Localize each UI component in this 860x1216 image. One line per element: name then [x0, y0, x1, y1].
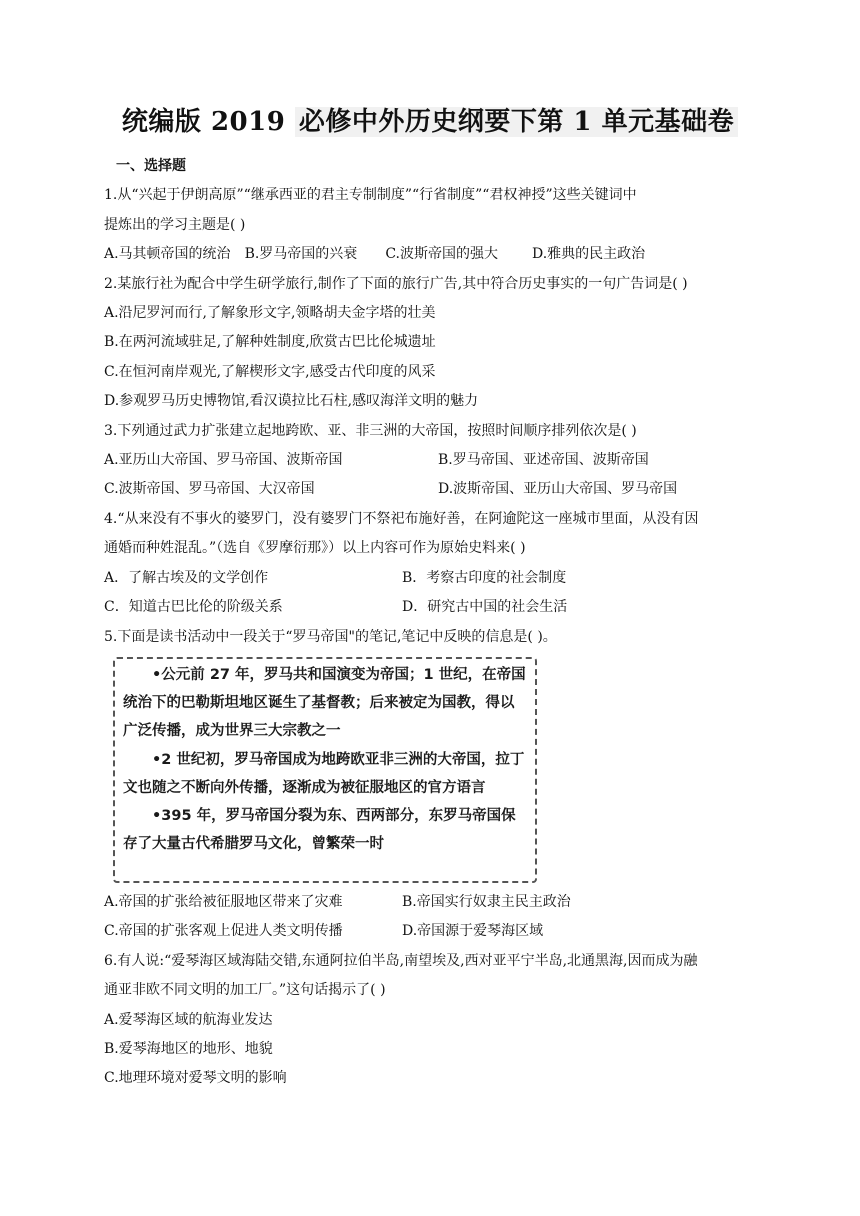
option-a: A．了解古埃及的文学创作 — [104, 569, 269, 586]
option-a: A.亚历山大帝国、罗马帝国、波斯帝国 — [104, 452, 343, 469]
question-stem-line: 通婚而种姓混乱。”（选自《罗摩衍那》）以上内容可作为原始史料来( ) — [104, 540, 526, 557]
option-c: C.在恒河南岸观光,了解楔形文字,感受古代印度的风采 — [104, 363, 436, 380]
question-stem-line: 通亚非欧不同文明的加工厂。”这句话揭示了( ) — [104, 982, 386, 999]
option-b: B.在两河流域驻足,了解种姓制度,欣赏古巴比伦城遗址 — [104, 334, 436, 351]
option-row — [104, 240, 754, 269]
title-part-2: 必修中外历史纲要下第 1 单元基础卷 — [295, 107, 738, 137]
question-6 — [104, 947, 754, 1094]
question-list — [104, 152, 754, 1094]
option-a: A.沿尼罗河而行,了解象形文字,领略胡夫金字塔的壮美 — [104, 305, 436, 322]
question-5 — [104, 623, 754, 947]
question-2 — [104, 270, 754, 417]
note-paragraph: •公元前 27 年，罗马共和国演变为帝国；1 世纪，在帝国统治下的巴勒斯坦地区诞生了基督教；后来被定为国教，得以广泛传播，成为世界三大宗教之一 — [123, 666, 526, 740]
section-heading: 一、选择题 — [116, 158, 186, 174]
option-c: C．知道古巴比伦的阶级关系 — [104, 599, 283, 616]
option-d: D.帝国源于爱琴海区域 — [402, 923, 544, 940]
option-d: D.雅典的民主政治 — [531, 246, 646, 263]
question-stem-line: 2.某旅行社为配合中学生研学旅行,制作了下面的旅行广告,其中符合历史事实的一句广告词是( ) — [104, 275, 688, 292]
option-a: A.爱琴海区域的航海业发达 — [104, 1011, 273, 1028]
question-stem-line: 3.下列通过武力扩张建立起地跨欧、亚、非三洲的大帝国，按照时间顺序排列依次是( ) — [104, 422, 637, 439]
question-4 — [104, 505, 754, 623]
option-b: B.帝国实行奴隶主民主政治 — [402, 893, 571, 910]
question-stem-line: 4.“从来没有不事火的婆罗门，没有婆罗门不祭祀布施好善，在阿逾陀这一座城市里面，从没有因 — [104, 510, 699, 527]
page-title — [0, 102, 860, 142]
option-a: A.帝国的扩张给被征服地区带来了灾难 — [104, 893, 343, 910]
question-stem-line: 1.从“兴起于伊朗高原”“继承西亚的君主专制制度”“行省制度”“君权神授”这些关键词中 — [104, 187, 637, 204]
option-grid — [104, 564, 754, 623]
option-c: C.波斯帝国、罗马帝国、大汉帝国 — [104, 481, 315, 498]
note-paragraph: •395 年，罗马帝国分裂为东、西两部分，东罗马帝国保存了大量古代希腊罗马文化，曾繁荣一时 — [123, 807, 516, 853]
option-d: D.波斯帝国、亚历山大帝国、罗马帝国 — [438, 481, 678, 498]
question-stem-line: 6.有人说:“爱琴海区域海陆交错,东通阿拉伯半岛,南望埃及,西对亚平宁半岛,北通黑海,因而成为融 — [104, 952, 698, 969]
option-b: B.罗马帝国的兴衰 — [244, 246, 358, 263]
option-grid — [104, 888, 754, 947]
option-grid — [104, 446, 754, 505]
reading-note-box — [113, 657, 537, 883]
title-part-1: 统编版 2019 — [121, 107, 295, 137]
option-c: C.波斯帝国的强大 — [385, 246, 498, 263]
option-a: A.马其顿帝国的统治 — [104, 246, 231, 263]
question-3 — [104, 417, 754, 505]
question-1 — [104, 181, 754, 269]
option-c: C.帝国的扩张客观上促进人类文明传播 — [104, 923, 343, 940]
option-d: D．研究古中国的社会生活 — [402, 599, 568, 616]
note-paragraph: •2 世纪初，罗马帝国成为地跨欧亚非三洲的大帝国，拉丁文也随之不断向外传播，逐渐成为被征服地区的官方语言 — [123, 751, 525, 796]
option-b: B．考察古印度的社会制度 — [402, 569, 567, 586]
question-stem-line: 提炼出的学习主题是( ) — [104, 216, 246, 233]
option-b: B.罗马帝国、亚述帝国、波斯帝国 — [438, 452, 649, 469]
option-b: B.爱琴海地区的地形、地貌 — [104, 1040, 273, 1057]
option-d: D.参观罗马历史博物馆,看汉谟拉比石柱,感叹海洋文明的魅力 — [104, 393, 479, 410]
option-c: C.地理环境对爱琴文明的影响 — [104, 1070, 287, 1087]
question-stem-line: 5.下面是读书活动中一段关于“罗马帝国"的笔记,笔记中反映的信息是( )。 — [104, 628, 557, 645]
